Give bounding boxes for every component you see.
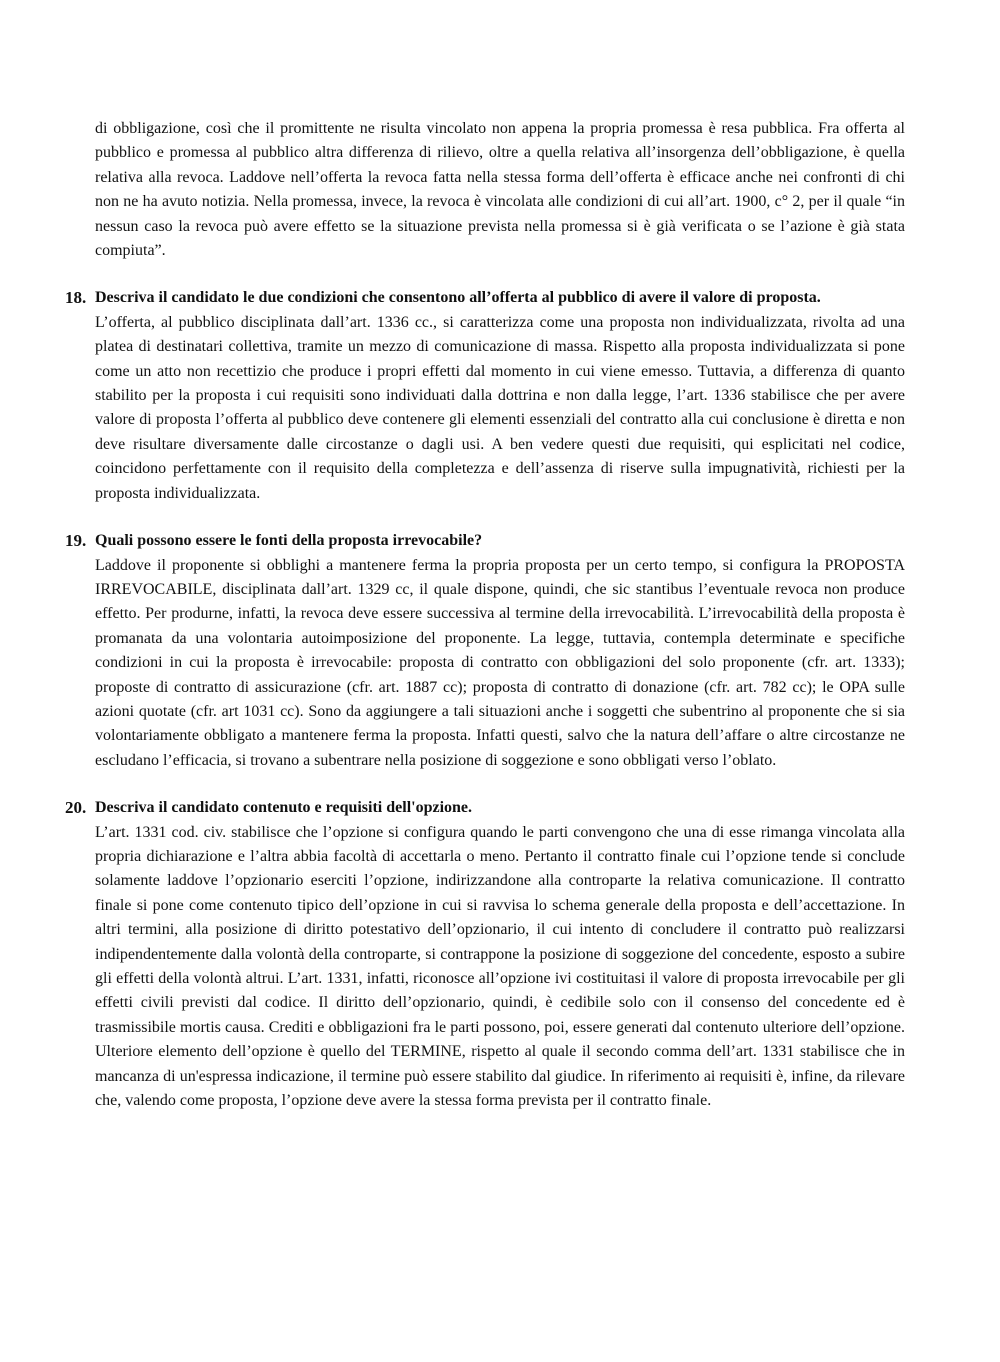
question-20 (65, 796, 905, 1113)
page-content (65, 117, 905, 1113)
question-19 (65, 529, 905, 773)
question-number: 18. (65, 288, 87, 308)
question-number: 19. (65, 531, 87, 551)
intro-paragraph: di obbligazione, così che il promittente ne risulta vincolato non appena la propria promessa è resa pubblica. Fra offerta al pubblico e promessa al pubblico altra differenza di rilievo, oltre a quella relativa all’insorgenza dell’obbligazione, è quella relativa alla revoca. Laddove nell’offerta la revoca fatta nella stessa forma dell’offerta è efficace anche nei confronti di chi non ne ha avuto notizia. Nella promessa, invece, la revoca è vincolata alle condizioni di cui all’art. 1900, c° 2, per il quale “in nessun caso la revoca può avere effetto se la situazione prevista nella promessa si è già verificata o se l’azione è già stata compiuta”. (95, 120, 905, 260)
question-title: Quali possono essere le fonti della proposta irrevocabile? (95, 532, 483, 550)
question-18 (65, 286, 905, 506)
question-title: Descriva il candidato le due condizioni che consentono all’offerta al pubblico di avere il valore di proposta. (95, 289, 821, 307)
question-answer: L’offerta, al pubblico disciplinata dall’art. 1336 cc., si caratterizza come una proposta non individualizzata, rivolta ad una platea di destinatari collettiva, tramite un mezzo di comunicazione di massa. Rispetto alla proposta individualizzata si pone come un atto non recettizio che produce i propri effetti dal momento in cui viene emesso. Tuttavia, a differenza di quanto stabilito per la proposta i cui requisiti sono individuati dalla dottrina e non dalla legge, l’art. 1336 stabilisce che per avere valore di proposta l’offerta al pubblico deve contenere gli elementi essenziali del contratto alla cui conclusione è diretta e non deve risultare diversamente dalle circostanze o dagli usi. A ben vedere questi due requisiti, qui esplicitati nel codice, coincidono perfettamente con il requisito della completezza e dell’assenza di riserve sulla impugnatività, richiesti per la proposta individualizzata. (95, 313, 905, 502)
question-title: Descriva il candidato contenuto e requisiti dell'opzione. (95, 799, 473, 817)
question-number: 20. (65, 798, 87, 818)
question-answer: L’art. 1331 cod. civ. stabilisce che l’opzione si configura quando le parti convengono che una di esse rimanga vincolata alla propria dichiarazione e l’altra abbia facoltà di accettarla o meno. Pertanto il contratto finale cui l’opzione tende si conclude solamente laddove l’opzionario eserciti l’opzione, indirizzandone alla controparte la relativa comunicazione. Il contratto finale si pone come contenuto tipico dell’opzione in cui si ravvisa lo schema generale della proposta e dell’accettazione. In altri termini, alla posizione di diritto potestativo dell’opzionario, il cui intento di concludere il contratto può realizzarsi indipendentemente dalla volontà della controparte, si contrappone la posizione di soggezione del concedente, esposto a subire gli effetti della volontà altrui. L’art. 1331, infatti, riconosce all’opzione ivi costituitasi il valore di proposta irrevocabile per gli effetti civili previsti dal codice. Il diritto dell’opzionario, quindi, è cedibile solo con il consenso del concedente ed è trasmissibile mortis causa. Crediti e obbligazioni fra le parti possono, poi, essere generati dal contenuto ulteriore dell’opzione. Ulteriore elemento dell’opzione è quello del TERMINE, rispetto al quale il secondo comma dell’art. 1331 stabilisce che in mancanza di un'espressa indicazione, il termine può essere stabilito dal giudice. In riferimento ai requisiti è, infine, da rilevare che, valendo come proposta, l’opzione deve avere la stessa forma prevista per il contratto finale. (95, 823, 905, 1110)
question-answer: Laddove il proponente si obblighi a mantenere ferma la propria proposta per un certo tempo, si configura la PROPOSTA IRREVOCABILE, disciplinata dall’art. 1329 cc, il quale dispone, quindi, che sic stantibus l’eventuale revoca non produce effetto. Per produrne, infatti, la revoca deve essere successiva al termine della irrevocabilità. L’irrevocabilità della proposta è promanata da una volontaria autoimposizione del proponente. La legge, tuttavia, contempla determinate e specifiche condizioni in cui la proposta è irrevocabile: proposta di contratto con obbligazioni del solo proponente (cfr. art. 1333); proposte di contratto di assicurazione (cfr. art. 1887 cc); proposta di contratto di donazione (cfr. art. 782 cc); le OPA sulle azioni quotate (cfr. art 1031 cc). Sono da aggiungere a tali situazioni anche i soggetti che subentrino al proponente che si sia volontariamente obbligato a mantenere ferma la proposta. Infatti questi, salvo che la natura dell’affare o altre circostanze ne escludano l’efficacia, si trovano a subentrare nella posizione di soggezione e sono obbligati verso l’oblato. (95, 556, 905, 769)
